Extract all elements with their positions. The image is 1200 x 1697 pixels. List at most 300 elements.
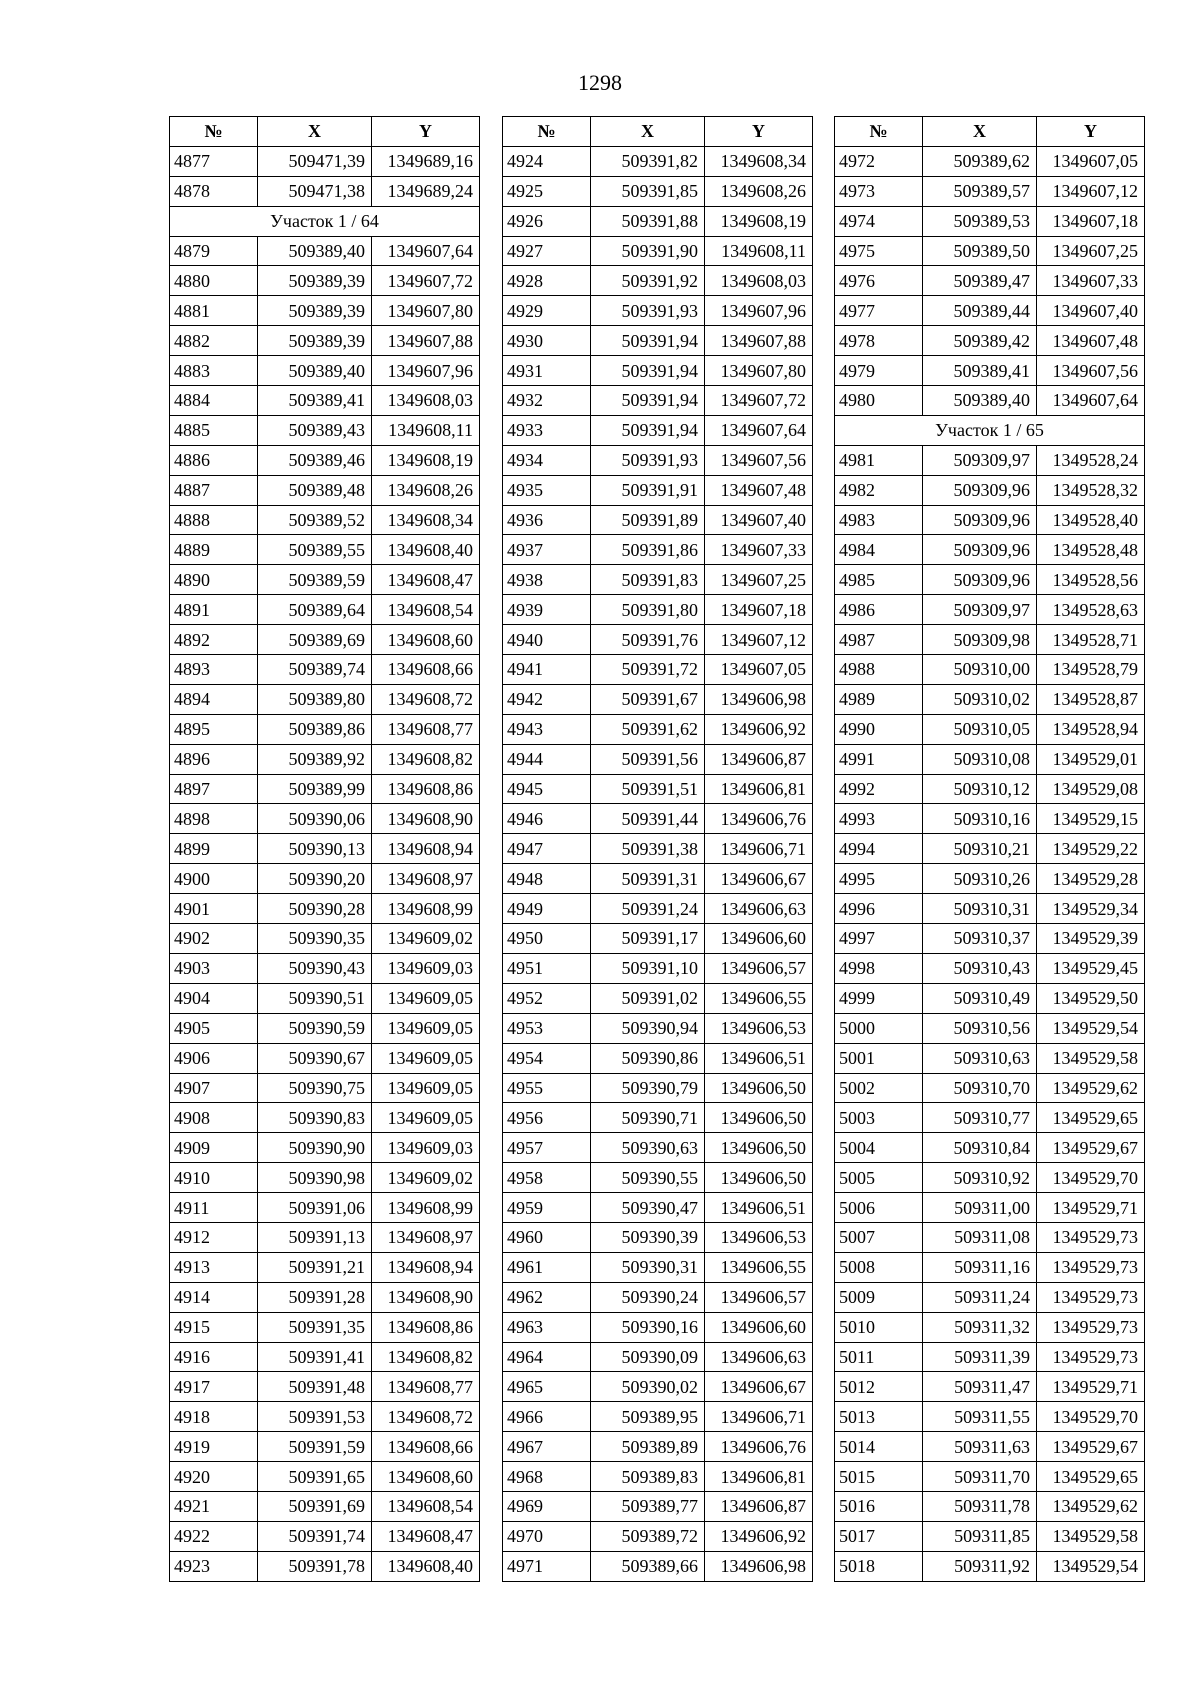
x-coordinate-cell: 509391,76 [591,625,705,655]
x-coordinate-cell: 509309,97 [923,595,1037,625]
point-number-cell: 4946 [503,804,591,834]
table-row [170,236,480,266]
table-row [170,266,480,296]
x-coordinate-cell: 509391,35 [258,1312,372,1342]
y-coordinate-cell: 1349606,71 [705,834,813,864]
x-coordinate-cell: 509310,70 [923,1073,1037,1103]
x-coordinate-cell: 509391,83 [591,565,705,595]
point-number-cell: 4918 [170,1402,258,1432]
table-row [503,1402,813,1432]
point-number-cell: 4904 [170,983,258,1013]
y-column-header: Y [1037,117,1145,147]
point-number-cell: 4962 [503,1282,591,1312]
y-coordinate-cell: 1349607,33 [1037,266,1145,296]
y-coordinate-cell: 1349608,47 [372,565,480,595]
point-number-cell: 4953 [503,1013,591,1043]
point-number-cell: 4948 [503,864,591,894]
y-coordinate-cell: 1349609,05 [372,983,480,1013]
x-coordinate-cell: 509391,65 [258,1462,372,1492]
point-number-cell: 4914 [170,1282,258,1312]
x-column-header: X [923,117,1037,147]
y-coordinate-cell: 1349608,19 [372,445,480,475]
y-coordinate-cell: 1349529,71 [1037,1193,1145,1223]
y-coordinate-cell: 1349607,88 [372,326,480,356]
x-coordinate-cell: 509389,74 [258,655,372,685]
table-row [503,625,813,655]
table-row [170,1402,480,1432]
point-number-cell: 4960 [503,1222,591,1252]
point-number-cell: 4967 [503,1432,591,1462]
point-number-cell: 4880 [170,266,258,296]
y-coordinate-cell: 1349608,26 [372,475,480,505]
table-row [503,774,813,804]
y-coordinate-cell: 1349608,19 [705,206,813,236]
x-coordinate-cell: 509311,78 [923,1491,1037,1521]
x-coordinate-cell: 509389,83 [591,1462,705,1492]
x-coordinate-cell: 509390,67 [258,1043,372,1073]
x-coordinate-cell: 509310,84 [923,1133,1037,1163]
point-number-cell: 4902 [170,924,258,954]
table-row [170,475,480,505]
point-number-cell: 5012 [835,1372,923,1402]
coordinates-table-1 [169,116,480,1582]
point-number-cell: 4930 [503,326,591,356]
table-row [835,834,1145,864]
table-row [170,415,480,445]
x-coordinate-cell: 509391,92 [591,266,705,296]
point-number-cell: 4916 [170,1342,258,1372]
table-row [170,1372,480,1402]
table-row [503,834,813,864]
table-row [835,953,1145,983]
x-coordinate-cell: 509389,64 [258,595,372,625]
y-coordinate-cell: 1349608,66 [372,655,480,685]
x-coordinate-cell: 509311,92 [923,1551,1037,1581]
table-row [503,894,813,924]
table-row [835,266,1145,296]
point-number-cell: 5011 [835,1342,923,1372]
y-coordinate-cell: 1349609,05 [372,1013,480,1043]
x-coordinate-cell: 509311,55 [923,1402,1037,1432]
y-coordinate-cell: 1349608,60 [372,1462,480,1492]
y-coordinate-cell: 1349529,70 [1037,1163,1145,1193]
y-coordinate-cell: 1349607,56 [1037,356,1145,386]
x-coordinate-cell: 509311,39 [923,1342,1037,1372]
table-row [503,206,813,236]
point-number-cell: 5016 [835,1491,923,1521]
y-coordinate-cell: 1349606,98 [705,1551,813,1581]
point-number-cell: 4969 [503,1491,591,1521]
table-row [835,595,1145,625]
section-title: Участок 1 / 65 [835,415,1145,445]
x-coordinate-cell: 509391,38 [591,834,705,864]
point-number-cell: 4997 [835,924,923,954]
point-number-cell: 4890 [170,565,258,595]
x-coordinate-cell: 509391,85 [591,176,705,206]
y-coordinate-cell: 1349528,40 [1037,505,1145,535]
table-row [503,1521,813,1551]
x-coordinate-cell: 509310,00 [923,655,1037,685]
table-row [170,1193,480,1223]
x-coordinate-cell: 509310,56 [923,1013,1037,1043]
point-number-cell: 4925 [503,176,591,206]
y-coordinate-cell: 1349529,34 [1037,894,1145,924]
point-number-cell: 4955 [503,1073,591,1103]
y-coordinate-cell: 1349607,12 [705,625,813,655]
table-row [503,1073,813,1103]
x-coordinate-cell: 509390,31 [591,1252,705,1282]
point-number-cell: 4924 [503,146,591,176]
x-coordinate-cell: 509391,59 [258,1432,372,1462]
y-coordinate-cell: 1349607,56 [705,445,813,475]
y-coordinate-cell: 1349608,86 [372,774,480,804]
table-row [170,1282,480,1312]
table-row [835,1043,1145,1073]
point-number-cell: 4917 [170,1372,258,1402]
y-coordinate-cell: 1349529,45 [1037,953,1145,983]
y-coordinate-cell: 1349528,48 [1037,535,1145,565]
x-coordinate-cell: 509310,08 [923,744,1037,774]
point-number-cell: 4881 [170,296,258,326]
y-coordinate-cell: 1349528,87 [1037,684,1145,714]
point-number-cell: 4879 [170,236,258,266]
point-number-cell: 5003 [835,1103,923,1133]
coordinates-table-3 [834,116,1145,1582]
point-number-cell: 4942 [503,684,591,714]
x-coordinate-cell: 509310,21 [923,834,1037,864]
x-coordinate-cell: 509389,86 [258,714,372,744]
y-coordinate-cell: 1349529,65 [1037,1462,1145,1492]
y-coordinate-cell: 1349606,76 [705,804,813,834]
y-coordinate-cell: 1349606,50 [705,1073,813,1103]
table-row [170,864,480,894]
table-row [503,1342,813,1372]
table-row [835,625,1145,655]
y-coordinate-cell: 1349607,40 [705,505,813,535]
table-row [170,445,480,475]
point-number-cell: 5004 [835,1133,923,1163]
table-row [835,1372,1145,1402]
table-row [835,1133,1145,1163]
y-coordinate-cell: 1349607,18 [705,595,813,625]
x-coordinate-cell: 509391,69 [258,1491,372,1521]
table-row [835,1521,1145,1551]
table-row [835,206,1145,236]
x-coordinate-cell: 509390,24 [591,1282,705,1312]
y-coordinate-cell: 1349606,55 [705,983,813,1013]
x-coordinate-cell: 509391,94 [591,386,705,416]
point-number-cell: 4945 [503,774,591,804]
y-coordinate-cell: 1349607,64 [372,236,480,266]
table-row [503,535,813,565]
x-coordinate-cell: 509389,40 [923,386,1037,416]
x-coordinate-cell: 509390,39 [591,1222,705,1252]
x-coordinate-cell: 509310,63 [923,1043,1037,1073]
x-coordinate-cell: 509391,51 [591,774,705,804]
x-coordinate-cell: 509390,09 [591,1342,705,1372]
x-coordinate-cell: 509310,31 [923,894,1037,924]
x-coordinate-cell: 509389,69 [258,625,372,655]
x-coordinate-cell: 509311,63 [923,1432,1037,1462]
x-coordinate-cell: 509391,17 [591,924,705,954]
point-number-cell: 4933 [503,415,591,445]
y-coordinate-cell: 1349606,98 [705,684,813,714]
table-row [503,266,813,296]
table-row [170,565,480,595]
point-number-cell: 4909 [170,1133,258,1163]
y-coordinate-cell: 1349608,03 [705,266,813,296]
point-number-cell: 4999 [835,983,923,1013]
table-row [503,326,813,356]
x-coordinate-cell: 509391,93 [591,296,705,326]
y-coordinate-cell: 1349529,67 [1037,1133,1145,1163]
point-number-cell: 4897 [170,774,258,804]
x-coordinate-cell: 509391,48 [258,1372,372,1402]
point-number-cell: 4965 [503,1372,591,1402]
x-coordinate-cell: 509391,02 [591,983,705,1013]
y-coordinate-cell: 1349607,05 [705,655,813,685]
point-number-cell: 4878 [170,176,258,206]
point-number-cell: 4903 [170,953,258,983]
point-number-cell: 4919 [170,1432,258,1462]
table-row [503,595,813,625]
y-coordinate-cell: 1349529,73 [1037,1312,1145,1342]
point-number-cell: 4927 [503,236,591,266]
point-number-cell: 5000 [835,1013,923,1043]
y-coordinate-cell: 1349607,96 [372,356,480,386]
point-number-cell: 4920 [170,1462,258,1492]
point-number-cell: 5018 [835,1551,923,1581]
table-row [170,804,480,834]
x-coordinate-cell: 509389,99 [258,774,372,804]
x-coordinate-cell: 509311,08 [923,1222,1037,1252]
y-coordinate-cell: 1349608,11 [372,415,480,445]
table-row [835,774,1145,804]
point-number-cell: 4896 [170,744,258,774]
table-row [170,684,480,714]
table-row [170,386,480,416]
table-row [503,1252,813,1282]
x-coordinate-cell: 509311,85 [923,1521,1037,1551]
point-number-cell: 4977 [835,296,923,326]
x-coordinate-cell: 509391,53 [258,1402,372,1432]
point-number-cell: 4883 [170,356,258,386]
x-coordinate-cell: 509390,43 [258,953,372,983]
y-coordinate-cell: 1349608,94 [372,834,480,864]
table-row [503,1013,813,1043]
table-row [170,505,480,535]
table-row [835,804,1145,834]
y-coordinate-cell: 1349607,88 [705,326,813,356]
section-row [835,415,1145,445]
point-number-cell: 4894 [170,684,258,714]
x-coordinate-cell: 509391,94 [591,415,705,445]
y-coordinate-cell: 1349607,25 [705,565,813,595]
y-coordinate-cell: 1349607,80 [372,296,480,326]
table-row [835,684,1145,714]
point-number-cell: 4974 [835,206,923,236]
point-number-cell: 4949 [503,894,591,924]
y-coordinate-cell: 1349528,94 [1037,714,1145,744]
point-number-cell: 4912 [170,1222,258,1252]
point-number-cell: 4893 [170,655,258,685]
point-number-cell: 4992 [835,774,923,804]
point-number-cell: 4891 [170,595,258,625]
x-coordinate-cell: 509391,13 [258,1222,372,1252]
point-number-cell: 4921 [170,1491,258,1521]
point-number-cell: 4886 [170,445,258,475]
x-coordinate-cell: 509389,41 [923,356,1037,386]
point-number-cell: 4926 [503,206,591,236]
point-number-cell: 4910 [170,1163,258,1193]
point-number-cell: 4971 [503,1551,591,1581]
point-number-cell: 4950 [503,924,591,954]
y-coordinate-cell: 1349608,97 [372,864,480,894]
y-coordinate-cell: 1349608,97 [372,1222,480,1252]
table-row [503,1163,813,1193]
y-coordinate-cell: 1349689,24 [372,176,480,206]
y-coordinate-cell: 1349608,34 [372,505,480,535]
table-row [835,1163,1145,1193]
header-row [835,117,1145,147]
table-row [503,864,813,894]
y-coordinate-cell: 1349528,79 [1037,655,1145,685]
x-coordinate-cell: 509391,94 [591,326,705,356]
table-row [835,1282,1145,1312]
section-title: Участок 1 / 64 [170,206,480,236]
x-coordinate-cell: 509390,94 [591,1013,705,1043]
point-number-cell: 4957 [503,1133,591,1163]
table-row [170,535,480,565]
point-number-cell: 4907 [170,1073,258,1103]
y-coordinate-cell: 1349609,05 [372,1043,480,1073]
point-number-cell: 4929 [503,296,591,326]
x-coordinate-cell: 509390,35 [258,924,372,954]
y-coordinate-cell: 1349529,58 [1037,1521,1145,1551]
y-coordinate-cell: 1349607,80 [705,356,813,386]
x-coordinate-cell: 509389,57 [923,176,1037,206]
x-coordinate-cell: 509390,63 [591,1133,705,1163]
y-coordinate-cell: 1349608,99 [372,1193,480,1223]
table-row [503,1551,813,1581]
point-number-cell: 4938 [503,565,591,595]
table-row [835,505,1145,535]
x-coordinate-cell: 509391,82 [591,146,705,176]
x-coordinate-cell: 509311,32 [923,1312,1037,1342]
point-number-cell: 4935 [503,475,591,505]
x-coordinate-cell: 509309,96 [923,535,1037,565]
point-number-cell: 5002 [835,1073,923,1103]
coordinates-table-2 [502,116,813,1582]
x-coordinate-cell: 509390,20 [258,864,372,894]
x-coordinate-cell: 509391,94 [591,356,705,386]
x-coordinate-cell: 509391,28 [258,1282,372,1312]
number-column-header: № [503,117,591,147]
y-coordinate-cell: 1349609,03 [372,1133,480,1163]
point-number-cell: 4980 [835,386,923,416]
x-coordinate-cell: 509390,51 [258,983,372,1013]
y-coordinate-cell: 1349606,50 [705,1103,813,1133]
number-column-header: № [835,117,923,147]
x-coordinate-cell: 509310,26 [923,864,1037,894]
point-number-cell: 5006 [835,1193,923,1223]
table-row [503,655,813,685]
y-coordinate-cell: 1349607,72 [372,266,480,296]
y-coordinate-cell: 1349608,77 [372,714,480,744]
y-coordinate-cell: 1349606,92 [705,1521,813,1551]
y-coordinate-cell: 1349529,58 [1037,1043,1145,1073]
table-row [170,1013,480,1043]
y-coordinate-cell: 1349606,87 [705,744,813,774]
point-number-cell: 4993 [835,804,923,834]
y-coordinate-cell: 1349606,55 [705,1252,813,1282]
x-coordinate-cell: 509389,44 [923,296,1037,326]
x-coordinate-cell: 509391,80 [591,595,705,625]
x-coordinate-cell: 509389,62 [923,146,1037,176]
x-coordinate-cell: 509389,40 [258,356,372,386]
point-number-cell: 4915 [170,1312,258,1342]
y-coordinate-cell: 1349529,01 [1037,744,1145,774]
x-coordinate-cell: 509309,96 [923,475,1037,505]
table-row [835,176,1145,206]
point-number-cell: 4976 [835,266,923,296]
x-coordinate-cell: 509391,72 [591,655,705,685]
x-coordinate-cell: 509311,00 [923,1193,1037,1223]
x-coordinate-cell: 509391,74 [258,1521,372,1551]
point-number-cell: 4985 [835,565,923,595]
x-coordinate-cell: 509391,06 [258,1193,372,1223]
point-number-cell: 4966 [503,1402,591,1432]
x-coordinate-cell: 509389,40 [258,236,372,266]
table-row [503,356,813,386]
y-coordinate-cell: 1349606,76 [705,1432,813,1462]
table-row [170,1551,480,1581]
y-coordinate-cell: 1349606,63 [705,894,813,924]
point-number-cell: 4973 [835,176,923,206]
point-number-cell: 4964 [503,1342,591,1372]
table-row [835,326,1145,356]
y-coordinate-cell: 1349689,16 [372,146,480,176]
table-row [503,1043,813,1073]
point-number-cell: 4989 [835,684,923,714]
point-number-cell: 4923 [170,1551,258,1581]
x-coordinate-cell: 509389,92 [258,744,372,774]
table-row [170,1462,480,1492]
table-row [503,176,813,206]
point-number-cell: 4988 [835,655,923,685]
y-coordinate-cell: 1349607,96 [705,296,813,326]
y-coordinate-cell: 1349608,77 [372,1372,480,1402]
table-row [170,1521,480,1551]
x-coordinate-cell: 509389,77 [591,1491,705,1521]
x-coordinate-cell: 509391,31 [591,864,705,894]
y-coordinate-cell: 1349606,60 [705,1312,813,1342]
x-coordinate-cell: 509309,97 [923,445,1037,475]
table-row [503,1462,813,1492]
y-coordinate-cell: 1349607,05 [1037,146,1145,176]
table-row [503,565,813,595]
x-coordinate-cell: 509310,92 [923,1163,1037,1193]
table-row [170,924,480,954]
table-row [835,535,1145,565]
table-row [170,356,480,386]
x-coordinate-cell: 509310,77 [923,1103,1037,1133]
y-coordinate-cell: 1349529,73 [1037,1252,1145,1282]
point-number-cell: 4899 [170,834,258,864]
point-number-cell: 4994 [835,834,923,864]
x-coordinate-cell: 509389,53 [923,206,1037,236]
table-row [503,1282,813,1312]
